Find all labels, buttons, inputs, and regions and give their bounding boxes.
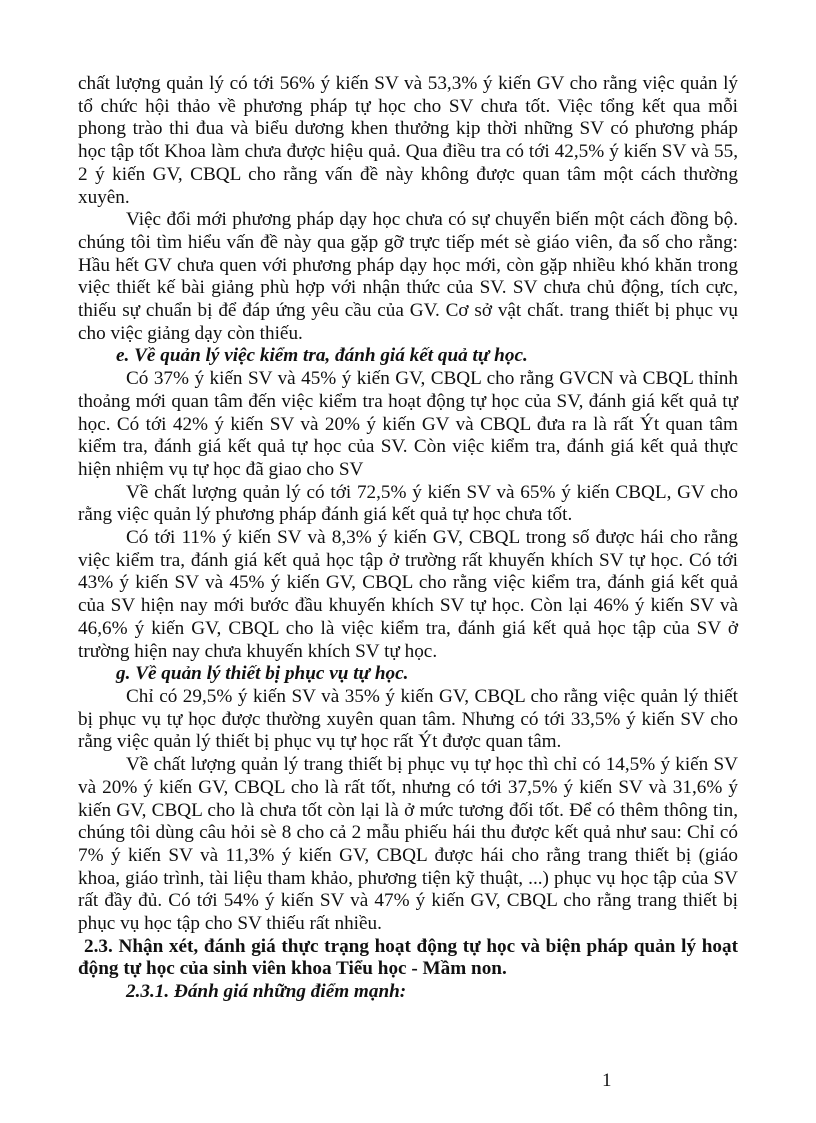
heading-e-assessment-management: e. Về quản lý việc kiểm tra, đánh giá kết quả tự học. <box>116 345 528 367</box>
page-number: 1 <box>602 1070 612 1091</box>
paragraph-equipment-attention: Chỉ có 29,5% ý kiến SV và 35% ý kiến GV, CBQL cho rằng việc quản lý thiết bị phục vụ tự học được thường xuyên quan tâm. Nhưng có tới 33,5% ý kiến SV cho rằng việc quản lý thiết bị phục vụ tự học rất Ýt được quan tâm. <box>78 685 738 753</box>
paragraph-assessment-attention: Có 37% ý kiến SV và 45% ý kiến GV, CBQL cho rằng GVCN và CBQL thỉnh thoảng mới quan tâm đến việc kiểm tra hoạt động tự học của SV, đánh giá kết quả tự học. Có tới 42% ý kiến SV và 20% ý kiến GV và CBQL đưa ra là rất Ýt quan tâm kiểm tra, đánh giá kết quả tự học của SV. Còn việc kiểm tra, đánh giá kết quả thực hiện nhiệm vụ tự học đã giao cho SV <box>78 368 738 480</box>
heading-g-equipment-management: g. Về quản lý thiết bị phục vụ tự học. <box>116 663 409 685</box>
paragraph-equipment-quality: Về chất lượng quản lý trang thiết bị phục vụ tự học thì chỉ có 14,5% ý kiến SV và 20% ý kiến GV, CBQL cho là rất tốt, nhưng có tới 37,5% ý kiến SV và 31,6% ý kiến GV, CBQL cho là chưa tốt còn lại là ở mức tương đối tốt. Để có thêm thông tin, chúng tôi dùng câu hỏi sè 8 cho cả 2 mẫu phiếu hái thu được kết quả như sau: Chỉ có 7% ý kiến SV và 11,3% ý kiến GV, CBQL được hái cho rằng trang thiết bị (giáo khoa, giáo trình, tài liệu tham khảo, phương tiện kỹ thuật, ...) phục vụ học tập của SV rất đầy đủ. Có tới 54% ý kiến SV và 47% ý kiến GV, CBQL cho rằng trang thiết bị phục vụ học tập cho SV thiếu rất nhiều. <box>78 754 738 935</box>
heading-section-2-3: 2.3. Nhận xét, đánh giá thực trạng hoạt động tự học và biện pháp quản lý hoạt động tự học của sinh viên khoa Tiểu học - Mầm non. <box>78 935 738 980</box>
paragraph-assessment-encouragement: Có tới 11% ý kiến SV và 8,3% ý kiến GV, CBQL trong số được hái cho rằng việc kiểm tra, đánh giá kết quả học tập ở trường rất khuyến khích SV tự học. Có tới 43% ý kiến SV và 45% ý kiến GV, CBQL cho rằng việc kiểm tra, đánh giá kết quả của SV hiện nay mới bước đầu khuyến khích SV tự học. Còn lại 46% ý kiến SV và 46,6% ý kiến GV, CBQL cho là việc kiểm tra, đánh giá kết quả học tập của SV ở trường hiện nay chưa khuyến khích SV tự học. <box>78 527 738 662</box>
paragraph-meeting-quality: chất lượng quản lý có tới 56% ý kiến SV và 53,3% ý kiến GV cho rằng việc quản lý tổ chức hội thảo về phương pháp tự học cho SV chưa tốt. Việc tổng kết qua mỗi phong trào thi đua và biểu dương khen thưởng kịp thời những SV có phương pháp học tập tốt Khoa làm chưa được hiệu quả. Qua điều tra có tới 42,5% ý kiến SV và 55, 2 ý kiến GV, CBQL cho rằng vấn đề này không được quan tâm một cách thường xuyên. <box>78 73 738 208</box>
paragraph-teaching-method-reform: Việc đổi mới phương pháp dạy học chưa có sự chuyển biến một cách đồng bộ. chúng tôi tìm hiểu vấn đề này qua gặp gỡ trực tiếp mét sè giáo viên, đa số cho rằng: Hầu hết GV chưa quen với phương pháp dạy học mới, còn gặp nhiều khó khăn trong việc thiết kế bài giảng phù hợp với nhận thức của SV. SV chưa chủ động, tích cực, thiếu sự chuẩn bị để đáp ứng yêu cầu của GV. Cơ sở vật chất. trang thiết bị phục vụ cho việc giảng dạy còn thiếu. <box>78 209 738 344</box>
document-page <box>78 73 738 1004</box>
paragraph-assessment-quality: Về chất lượng quản lý có tới 72,5% ý kiến SV và 65% ý kiến CBQL, GV cho rằng việc quản lý phương pháp đánh giá kết quả tự học chưa tốt. <box>78 481 738 526</box>
heading-subsection-2-3-1: 2.3.1. Đánh giá những điểm mạnh: <box>126 981 407 1003</box>
